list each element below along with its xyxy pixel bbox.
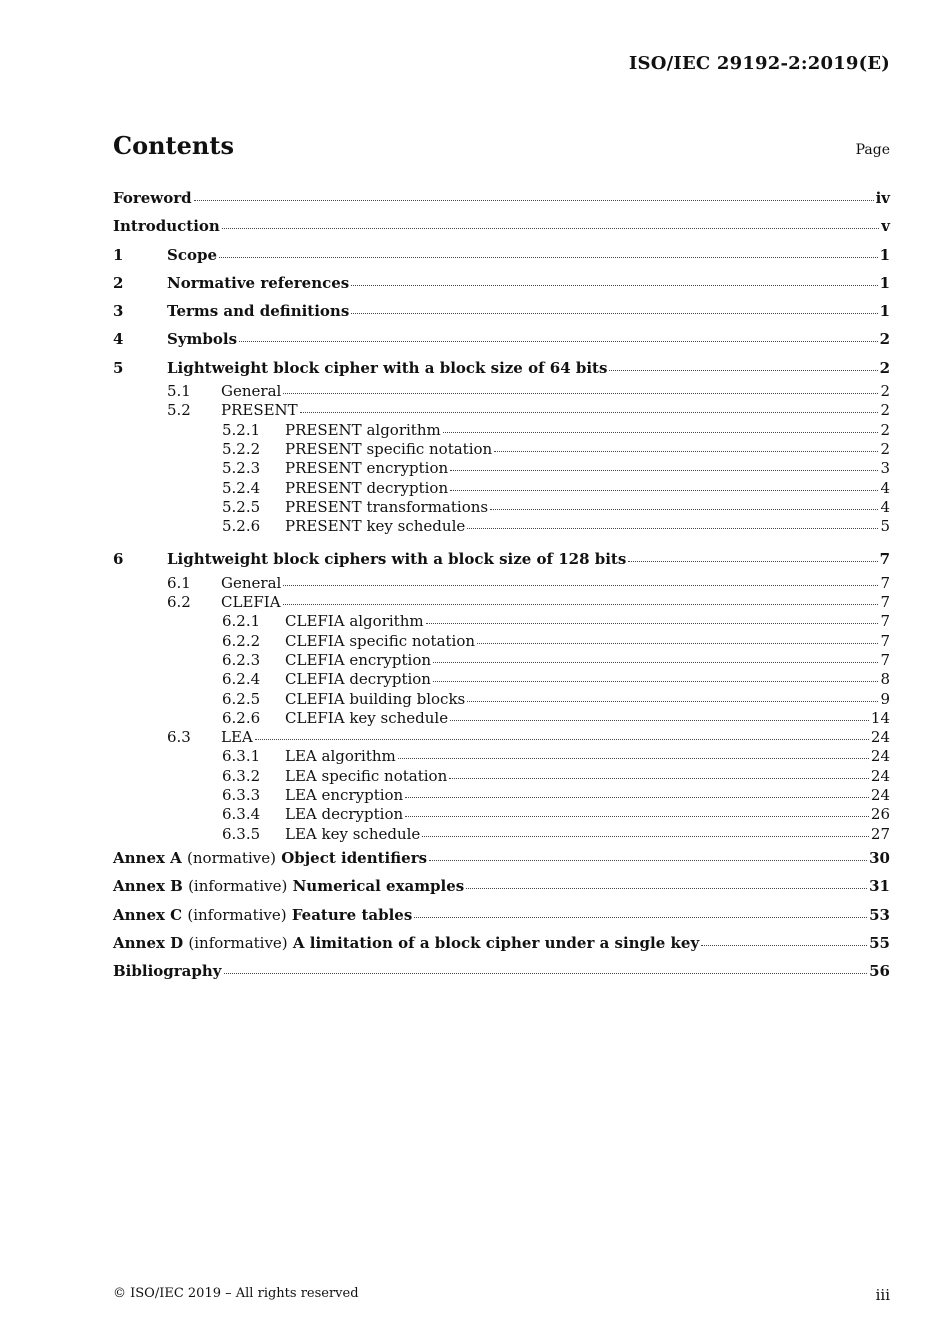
leader-dots xyxy=(405,815,869,817)
toc-page: 2 xyxy=(880,420,890,439)
toc-title: Scope xyxy=(167,245,218,264)
toc-entry-6-3-1[interactable] xyxy=(113,747,890,766)
toc-entry-6-2-6[interactable] xyxy=(113,709,890,728)
leader-dots xyxy=(351,284,877,286)
toc-title: CLEFIA building blocks xyxy=(285,689,466,708)
annex-label: Annex D xyxy=(113,933,184,952)
toc-entry-5-2-1[interactable] xyxy=(113,421,890,440)
leader-dots xyxy=(450,489,878,491)
toc-entry-6-2-2[interactable] xyxy=(113,632,890,651)
page-column-label: Page xyxy=(855,142,890,158)
toc-number: 3 xyxy=(113,302,124,321)
annex-label: Annex A xyxy=(113,848,182,867)
toc-page: 56 xyxy=(869,962,890,981)
toc-page: 7 xyxy=(880,650,890,669)
toc-title: Object identifiers xyxy=(281,848,428,867)
toc-title: A limitation of a block cipher under a single key xyxy=(292,933,700,952)
leader-dots xyxy=(283,603,879,605)
toc-title: Numerical examples xyxy=(292,877,465,896)
toc-page: 3 xyxy=(880,459,890,478)
leader-dots xyxy=(701,944,867,946)
toc-page: 9 xyxy=(880,689,890,708)
contents-title: Contents xyxy=(113,131,234,160)
toc-title: CLEFIA specific notation xyxy=(285,631,476,650)
toc-page: 24 xyxy=(870,728,890,747)
toc-number: 6.2.4 xyxy=(222,670,261,689)
leader-dots xyxy=(494,450,878,452)
leader-dots xyxy=(628,560,877,562)
toc-entry-6-2-5[interactable] xyxy=(113,690,890,709)
toc-page: 1 xyxy=(879,245,890,264)
copyright-notice: © ISO/IEC 2019 – All rights reserved xyxy=(113,1286,359,1301)
toc-entry-6-3[interactable] xyxy=(113,728,890,747)
toc-title: CLEFIA key schedule xyxy=(285,708,449,727)
toc-number: 6.2 xyxy=(167,593,191,612)
toc-title: Lightweight block cipher with a block size of 64 bits xyxy=(167,358,608,377)
annex-kind: (normative) xyxy=(187,848,276,867)
toc-entry-bibliography[interactable] xyxy=(113,957,890,985)
toc-entry-annex-b[interactable] xyxy=(113,872,890,900)
toc-number: 4 xyxy=(113,330,124,349)
leader-dots xyxy=(467,700,878,702)
toc-entry-5-2-3[interactable] xyxy=(113,459,890,478)
toc-entry-1[interactable] xyxy=(113,241,890,269)
toc-title: Symbols xyxy=(167,330,238,349)
toc-title: PRESENT transformations xyxy=(285,497,489,516)
toc-number: 5.2.1 xyxy=(222,420,261,439)
toc-title: PRESENT specific notation xyxy=(285,439,493,458)
leader-dots xyxy=(283,392,878,394)
leader-dots xyxy=(239,340,878,342)
annex-label: Annex B xyxy=(113,877,183,896)
toc-title: CLEFIA encryption xyxy=(285,650,432,669)
toc-number: 6 xyxy=(113,550,124,569)
leader-dots xyxy=(414,916,867,918)
toc-page: 53 xyxy=(869,905,890,924)
toc-number: 1 xyxy=(113,245,124,264)
toc-entry-6-1[interactable] xyxy=(113,574,890,593)
toc-page: 4 xyxy=(880,497,890,516)
toc-page: 2 xyxy=(879,330,890,349)
leader-dots xyxy=(433,661,878,663)
toc-page: 2 xyxy=(880,401,890,420)
toc-title: General xyxy=(221,573,282,592)
toc-entry-3[interactable] xyxy=(113,297,890,325)
leader-dots xyxy=(477,642,878,644)
toc-entry-6-3-3[interactable] xyxy=(113,786,890,805)
toc-entry-5-2-4[interactable] xyxy=(113,479,890,498)
toc-entry-annex-c[interactable] xyxy=(113,901,890,929)
toc-number: 5.2.6 xyxy=(222,517,261,536)
leader-dots xyxy=(450,469,878,471)
toc-page: 1 xyxy=(879,302,890,321)
contents-heading xyxy=(113,131,890,160)
toc-number: 6.2.3 xyxy=(222,650,261,669)
toc-title: LEA xyxy=(221,728,253,747)
toc-entry-6-2[interactable] xyxy=(113,593,890,612)
toc-number: 6.3.2 xyxy=(222,766,261,785)
toc-title: Bibliography xyxy=(113,962,222,981)
leader-dots xyxy=(443,431,879,433)
toc-number: 5.2.3 xyxy=(222,459,261,478)
leader-dots xyxy=(422,835,869,837)
toc-entry-annex-a[interactable] xyxy=(113,844,890,872)
toc-page: 5 xyxy=(880,517,890,536)
toc-page: 2 xyxy=(880,382,890,401)
toc-entry-6-3-5[interactable] xyxy=(113,825,890,844)
toc-title: Introduction xyxy=(113,217,220,236)
toc-page: 55 xyxy=(869,933,890,952)
leader-dots xyxy=(283,584,878,586)
toc-page: 26 xyxy=(870,805,890,824)
toc-title: LEA decryption xyxy=(285,805,404,824)
toc-page: 27 xyxy=(870,824,890,843)
toc-page: v xyxy=(881,217,890,236)
toc-title: Terms and definitions xyxy=(167,302,350,321)
toc-page: 4 xyxy=(880,478,890,497)
toc-page: 30 xyxy=(869,848,890,867)
leader-dots xyxy=(224,972,868,974)
annex-kind: (informative) xyxy=(187,905,287,924)
toc-page: 14 xyxy=(870,708,890,727)
toc-entry-2[interactable] xyxy=(113,269,890,297)
toc-number: 6.1 xyxy=(167,573,191,592)
toc-entry-introduction[interactable] xyxy=(113,212,890,240)
leader-dots xyxy=(609,369,877,371)
toc-entry-5-2-5[interactable] xyxy=(113,498,890,517)
toc-title: LEA algorithm xyxy=(285,747,396,766)
toc-title: Foreword xyxy=(113,189,192,207)
toc-number: 5.2.4 xyxy=(222,478,261,497)
toc-title: CLEFIA decryption xyxy=(285,670,431,689)
toc-title: PRESENT key schedule xyxy=(285,517,466,536)
leader-dots xyxy=(194,199,874,201)
toc-title: LEA key schedule xyxy=(285,824,421,843)
toc-entry-5-1[interactable] xyxy=(113,382,890,401)
toc-number: 5.2 xyxy=(167,401,191,420)
toc-entry-6-3-2[interactable] xyxy=(113,767,890,786)
leader-dots xyxy=(449,777,869,779)
toc-page: 7 xyxy=(880,573,890,592)
toc-number: 6.2.1 xyxy=(222,612,261,631)
toc-entry-6[interactable] xyxy=(113,545,890,573)
leader-dots xyxy=(450,719,869,721)
toc-title: Feature tables xyxy=(291,905,413,924)
document-id: ISO/IEC 29192-2:2019(E) xyxy=(628,53,890,74)
toc-page: 1 xyxy=(879,273,890,292)
toc-page: 7 xyxy=(880,612,890,631)
toc-page: 2 xyxy=(879,358,890,377)
annex-kind: (informative) xyxy=(188,877,288,896)
toc-entry-5[interactable] xyxy=(113,354,890,382)
toc-page: iv xyxy=(875,189,890,207)
toc-entry-6-2-4[interactable] xyxy=(113,670,890,689)
toc-title: CLEFIA xyxy=(221,593,281,612)
leader-dots xyxy=(405,796,869,798)
toc-entry-6-2-3[interactable] xyxy=(113,651,890,670)
toc-entry-5-2-2[interactable] xyxy=(113,440,890,459)
toc-number: 5 xyxy=(113,358,124,377)
toc-entry-6-2-1[interactable] xyxy=(113,612,890,631)
toc-page: 7 xyxy=(879,550,890,569)
leader-dots xyxy=(466,887,867,889)
toc-title: Normative references xyxy=(167,273,350,292)
toc-entry-5-2-6[interactable] xyxy=(113,517,890,536)
toc-entry-5-2[interactable] xyxy=(113,401,890,420)
toc-number: 2 xyxy=(113,273,124,292)
toc-page: 7 xyxy=(880,631,890,650)
toc-entry-annex-d[interactable] xyxy=(113,929,890,957)
toc-number: 6.3 xyxy=(167,728,191,747)
toc-number: 5.1 xyxy=(167,382,191,401)
toc-entry-foreword[interactable] xyxy=(113,184,890,212)
toc-page: 24 xyxy=(870,786,890,805)
toc-entry-4[interactable] xyxy=(113,325,890,353)
toc-title: PRESENT algorithm xyxy=(285,420,441,439)
toc-page: 31 xyxy=(869,877,890,896)
leader-dots xyxy=(426,622,879,624)
page-footer xyxy=(113,1286,890,1304)
toc-title: PRESENT decryption xyxy=(285,478,449,497)
toc-title: LEA specific notation xyxy=(285,766,448,785)
leader-dots xyxy=(398,757,869,759)
leader-dots xyxy=(433,680,878,682)
toc-title: Lightweight block ciphers with a block size of 128 bits xyxy=(167,550,627,569)
leader-dots xyxy=(429,859,867,861)
toc-title: LEA encryption xyxy=(285,786,404,805)
toc-page: 24 xyxy=(870,766,890,785)
leader-dots xyxy=(222,227,879,229)
annex-kind: (informative) xyxy=(188,933,288,952)
leader-dots xyxy=(255,738,869,740)
leader-dots xyxy=(300,411,879,413)
toc-page: 2 xyxy=(880,439,890,458)
toc-title: General xyxy=(221,382,282,401)
toc-number: 6.2.2 xyxy=(222,631,261,650)
leader-dots xyxy=(351,312,877,314)
toc-number: 5.2.5 xyxy=(222,497,261,516)
toc-page: 7 xyxy=(880,593,890,612)
leader-dots xyxy=(219,256,878,258)
toc-entry-6-3-4[interactable] xyxy=(113,805,890,824)
toc-title: PRESENT xyxy=(221,401,298,420)
leader-dots xyxy=(467,527,878,529)
toc-page: 8 xyxy=(880,670,890,689)
toc-title: PRESENT encryption xyxy=(285,459,449,478)
page-number: iii xyxy=(875,1286,890,1304)
annex-label: Annex C xyxy=(113,905,183,924)
toc-number: 5.2.2 xyxy=(222,439,261,458)
table-of-contents xyxy=(113,184,890,985)
leader-dots xyxy=(490,508,878,510)
toc-number: 6.2.5 xyxy=(222,689,261,708)
toc-page: 24 xyxy=(870,747,890,766)
toc-number: 6.3.1 xyxy=(222,747,261,766)
toc-title: CLEFIA algorithm xyxy=(285,612,424,631)
toc-number: 6.2.6 xyxy=(222,708,261,727)
toc-number: 6.3.3 xyxy=(222,786,261,805)
toc-number: 6.3.5 xyxy=(222,824,261,843)
toc-number: 6.3.4 xyxy=(222,805,261,824)
